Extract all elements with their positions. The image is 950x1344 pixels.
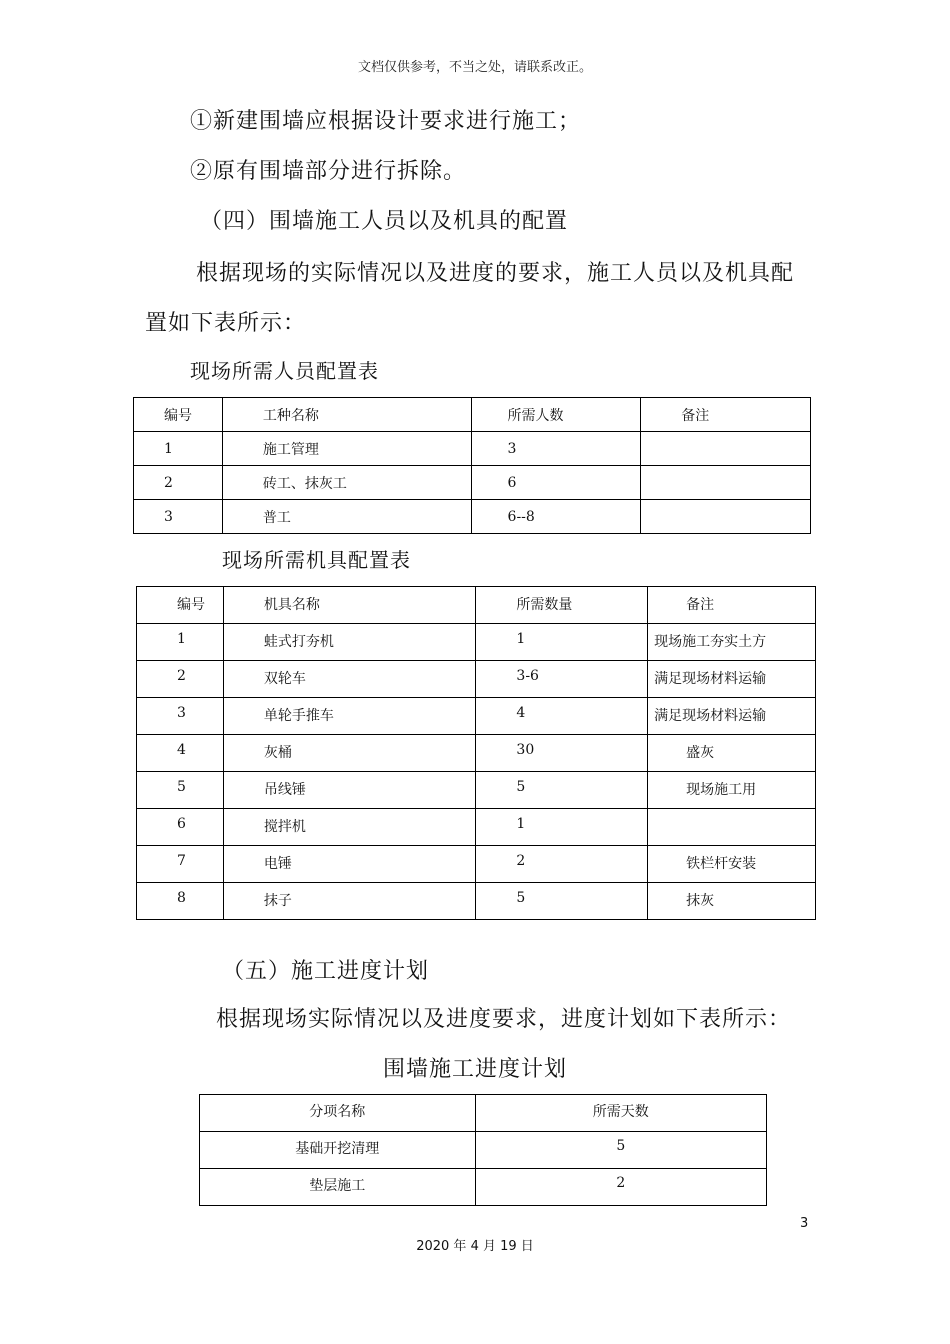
table-cell <box>223 735 476 772</box>
table-cell <box>476 846 648 883</box>
paragraph-schedule-intro: 根据现场实际情况以及进度要求，进度计划如下表所示： <box>216 1007 792 1032</box>
table-cell <box>137 846 224 883</box>
column-header: 分项名称 <box>309 1104 366 1120</box>
table-cell <box>134 432 223 466</box>
table-cell <box>223 772 476 809</box>
table-cell <box>648 809 816 846</box>
table-cell <box>200 1169 476 1206</box>
table-cell <box>476 624 648 661</box>
cell-text: 5 <box>177 779 186 795</box>
table-row <box>137 624 816 661</box>
table-row <box>137 735 816 772</box>
cell-text: 5 <box>516 779 526 795</box>
cell-text: 6--8 <box>507 508 535 525</box>
cell-text: 普工 <box>262 509 291 526</box>
table-cell <box>476 809 648 846</box>
table-row <box>137 846 816 883</box>
page-header: 文档仅供参考，不当之处，请联系改正。 <box>357 60 592 75</box>
table-cell <box>223 846 476 883</box>
cell-text: 现场施工用 <box>686 782 757 798</box>
table-cell <box>223 661 476 698</box>
cell-text: 3 <box>164 508 173 525</box>
table-cell <box>471 466 641 500</box>
cell-text: 5 <box>516 890 526 906</box>
table-row <box>137 698 816 735</box>
table-cell <box>648 883 816 920</box>
cell-text: 1 <box>516 631 526 647</box>
table-header-row <box>137 587 816 624</box>
cell-text: 1 <box>516 816 526 832</box>
section-4-heading: （四）围墙施工人员以及机具的配置 <box>200 209 569 234</box>
personnel-table-title: 现场所需人员配置表 <box>190 359 379 383</box>
table-cell <box>648 772 816 809</box>
cell-text: 单轮手推车 <box>263 708 334 724</box>
cell-text: 抹灰 <box>686 893 715 909</box>
cell-text: 7 <box>177 853 186 869</box>
cell-text: 电锤 <box>263 856 292 872</box>
cell-text: 双轮车 <box>263 671 306 687</box>
cell-text: 1 <box>164 440 173 457</box>
table-cell <box>223 624 476 661</box>
table-cell <box>134 398 223 432</box>
cell-text: 3 <box>177 705 186 721</box>
table-cell <box>471 500 641 534</box>
table-cell <box>222 500 471 534</box>
table-cell <box>137 587 224 624</box>
table-row <box>137 772 816 809</box>
section-5-heading: （五）施工进度计划 <box>222 959 430 984</box>
cell-text: 搅拌机 <box>263 819 306 835</box>
table-cell <box>222 466 471 500</box>
table-row <box>134 432 811 466</box>
table-cell <box>641 432 811 466</box>
table-cell <box>137 624 224 661</box>
column-header: 备注 <box>681 407 710 424</box>
personnel-table <box>133 397 811 534</box>
table-cell <box>471 432 641 466</box>
table-cell <box>471 398 641 432</box>
table-cell <box>223 809 476 846</box>
cell-text: 垫层施工 <box>309 1178 366 1194</box>
table-cell <box>648 661 816 698</box>
table-header-row <box>134 398 811 432</box>
table-header-row <box>200 1095 767 1132</box>
table-cell <box>137 809 224 846</box>
column-header: 编号 <box>177 597 205 613</box>
column-header: 工种名称 <box>262 407 319 424</box>
cell-text: 砖工、抹灰工 <box>262 475 347 492</box>
cell-text: 基础开挖清理 <box>295 1141 380 1157</box>
table-cell <box>137 661 224 698</box>
page-number: 3 <box>800 1216 809 1231</box>
table-cell <box>222 398 471 432</box>
cell-text: 抹子 <box>263 893 292 909</box>
cell-text: 满足现场材料运输 <box>654 708 767 724</box>
cell-text: 3 <box>507 440 517 457</box>
table-cell <box>134 466 223 500</box>
schedule-table <box>199 1094 767 1206</box>
table-cell <box>476 587 648 624</box>
cell-text: 蛙式打夯机 <box>263 634 334 650</box>
table-row <box>134 466 811 500</box>
table-cell <box>137 698 224 735</box>
cell-text: 2 <box>164 474 173 491</box>
footer-date: 2020 年 4 月 19 日 <box>416 1239 534 1254</box>
table-cell <box>648 735 816 772</box>
table-cell <box>476 735 648 772</box>
schedule-table-title: 围墙施工进度计划 <box>382 1057 567 1082</box>
table-cell <box>641 398 811 432</box>
cell-text: 6 <box>177 816 186 832</box>
cell-text: 2 <box>516 853 526 869</box>
table-cell <box>475 1169 766 1206</box>
table-row <box>137 809 816 846</box>
table-cell <box>223 883 476 920</box>
table-cell <box>223 698 476 735</box>
table-cell <box>648 624 816 661</box>
table-cell <box>134 500 223 534</box>
table-cell <box>137 772 224 809</box>
column-header: 备注 <box>686 597 715 613</box>
table-row <box>134 500 811 534</box>
column-header: 机具名称 <box>263 597 320 613</box>
table-cell <box>476 698 648 735</box>
cell-text: 盛灰 <box>686 745 715 761</box>
column-header: 编号 <box>164 407 192 424</box>
table-cell <box>641 500 811 534</box>
column-header: 所需天数 <box>592 1104 649 1120</box>
cell-text: 满足现场材料运输 <box>654 671 767 687</box>
paragraph-demolish-wall: ②原有围墙部分进行拆除。 <box>190 159 467 184</box>
table-cell <box>222 432 471 466</box>
paragraph-config-line2: 置如下表所示： <box>145 311 307 336</box>
paragraph-new-wall: ①新建围墙应根据设计要求进行施工； <box>190 109 582 134</box>
table-cell <box>200 1132 476 1169</box>
table-cell <box>476 883 648 920</box>
column-header: 所需人数 <box>507 407 564 424</box>
cell-text: 3-6 <box>516 668 539 684</box>
cell-text: 8 <box>177 890 186 906</box>
table-row <box>137 883 816 920</box>
table-row <box>200 1132 767 1169</box>
table-cell <box>476 772 648 809</box>
table-cell <box>648 846 816 883</box>
cell-text: 灰桶 <box>263 745 292 761</box>
equipment-table-title: 现场所需机具配置表 <box>222 548 411 572</box>
cell-text: 1 <box>177 631 186 647</box>
table-row <box>200 1169 767 1206</box>
table-cell <box>475 1095 766 1132</box>
cell-text: 2 <box>616 1175 626 1191</box>
table-cell <box>223 587 476 624</box>
table-row <box>137 661 816 698</box>
cell-text: 6 <box>507 474 517 491</box>
paragraph-config-line1: 根据现场的实际情况以及进度的要求，施工人员以及机具配 <box>196 261 795 286</box>
table-cell <box>648 698 816 735</box>
cell-text: 吊线锤 <box>263 782 306 798</box>
table-cell <box>137 883 224 920</box>
table-cell <box>476 661 648 698</box>
cell-text: 现场施工夯实土方 <box>654 634 767 650</box>
cell-text: 2 <box>177 668 186 684</box>
cell-text: 铁栏杆安装 <box>686 856 757 872</box>
column-header: 所需数量 <box>516 597 573 613</box>
table-cell <box>137 735 224 772</box>
cell-text: 4 <box>516 705 526 721</box>
cell-text: 4 <box>177 742 186 758</box>
table-cell <box>648 587 816 624</box>
equipment-table <box>136 586 816 920</box>
table-cell <box>475 1132 766 1169</box>
table-cell <box>200 1095 476 1132</box>
table-cell <box>641 466 811 500</box>
cell-text: 5 <box>616 1138 626 1154</box>
cell-text: 施工管理 <box>262 441 319 458</box>
cell-text: 30 <box>516 742 535 758</box>
